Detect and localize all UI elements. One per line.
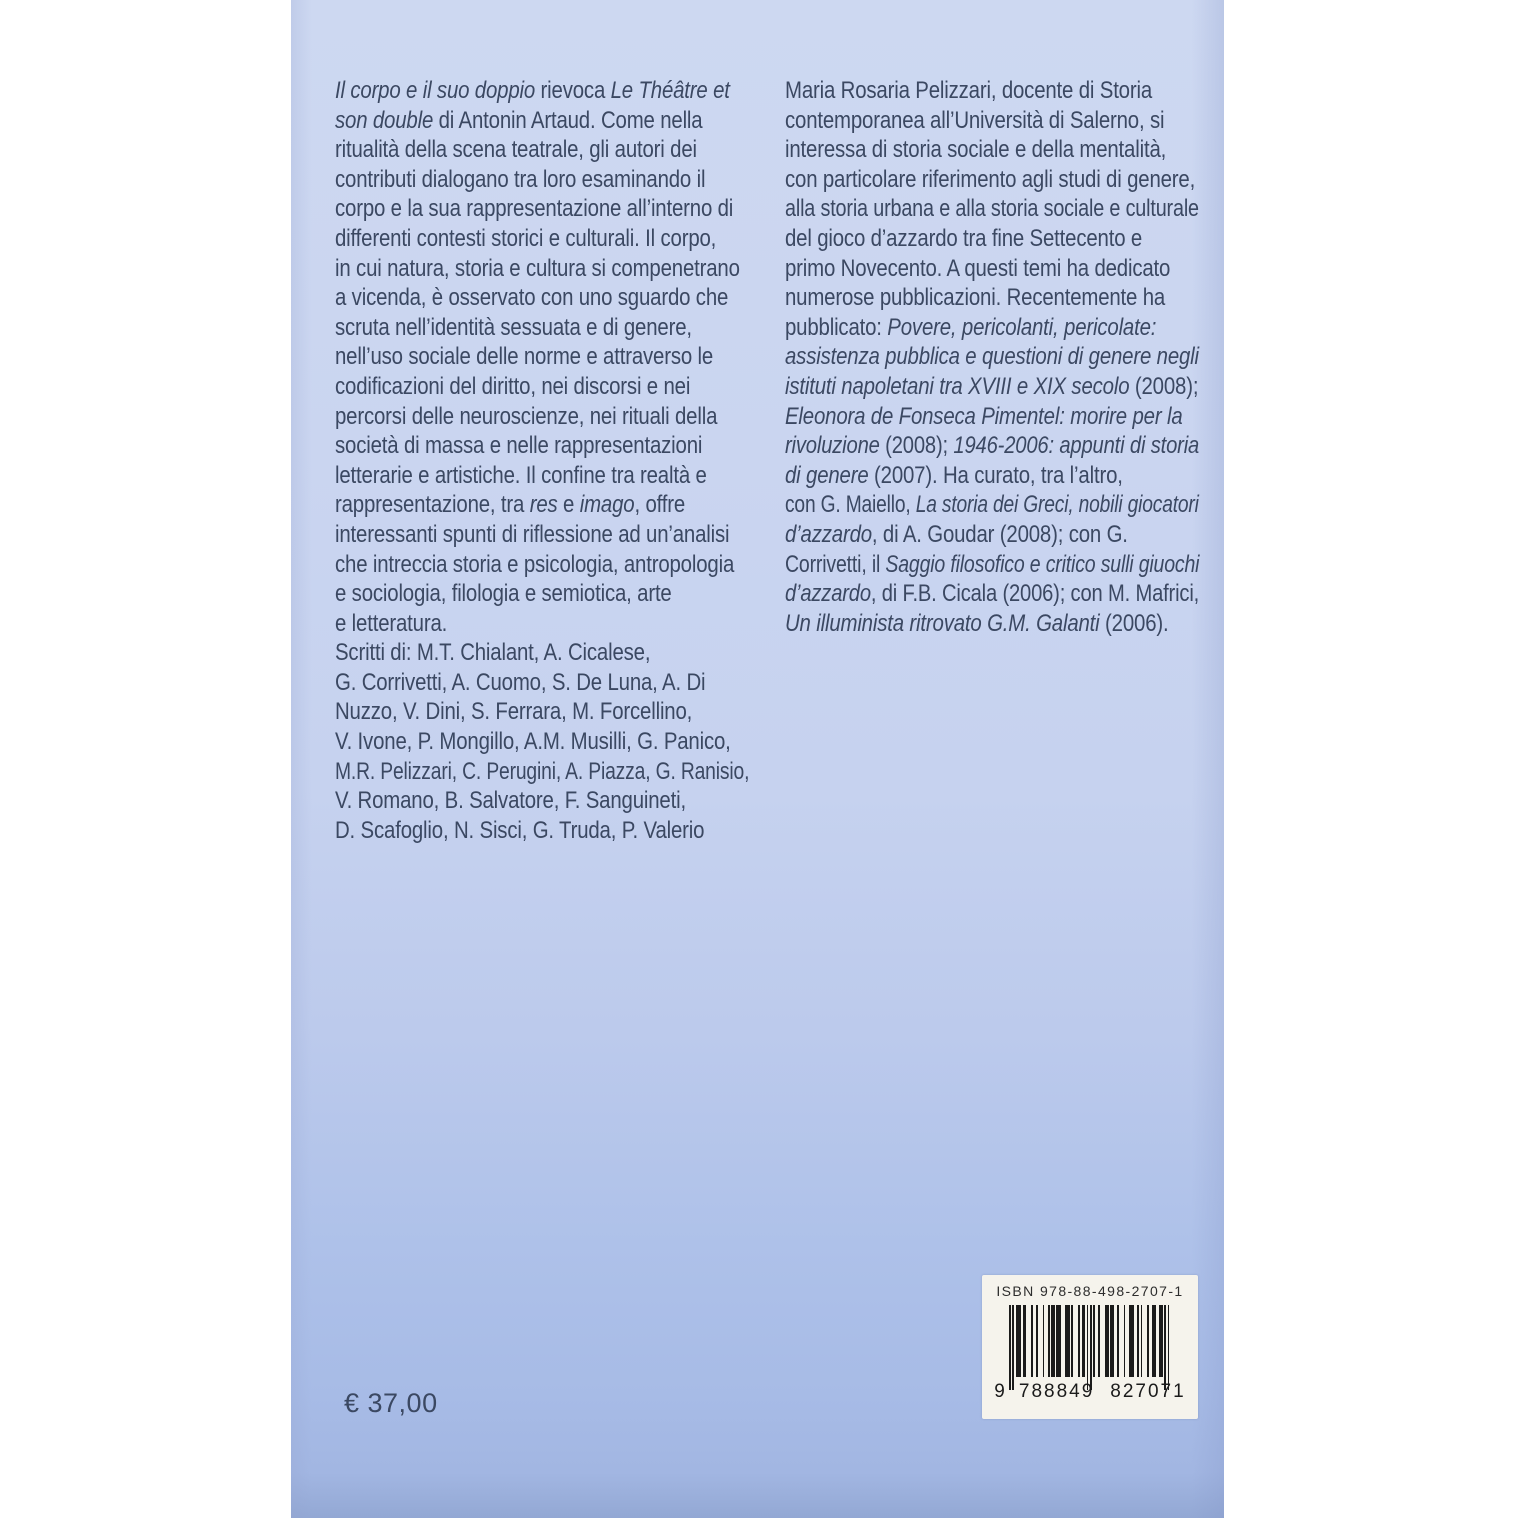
text-line: nell’uso sociale delle norme e attraverso le — [335, 343, 714, 371]
text-line: interessa di storia sociale e della mentalità, — [785, 136, 1167, 164]
text-line: in cui natura, storia e cultura si compenetrano — [335, 254, 740, 282]
isbn-number: ISBN 978-88-498-2707-1 — [996, 1283, 1184, 1299]
barcode-digit-group1: 788849 — [1018, 1381, 1095, 1402]
text-line: rappresentazione, tra res e imago, offre — [335, 491, 686, 519]
text-line: Corrivetti, il Saggio filosofico e critico sulli giuochi — [785, 550, 1200, 578]
text-line: assistenza pubblica e questioni di genere negli — [785, 343, 1199, 371]
text-line: pubblicato: Povere, pericolanti, pericolate: — [785, 313, 1157, 341]
text-line: a vicenda, è osservato con uno sguardo che — [335, 284, 729, 312]
text-line: scruta nell’identità sessuata e di genere, — [335, 313, 692, 341]
text-line: ritualità della scena teatrale, gli autori dei — [335, 136, 697, 164]
text-line: d’azzardo, di F.B. Cicala (2006); con M. Mafrici, — [785, 580, 1200, 608]
text-line: istituti napoletani tra XVIII e XIX secolo (2008); — [785, 372, 1199, 400]
blurb-column — [335, 76, 749, 845]
text-line: numerose pubblicazioni. Recentemente ha — [785, 284, 1166, 312]
text-line: primo Novecento. A questi temi ha dedicato — [785, 254, 1171, 282]
text-line: con G. Maiello, La storia dei Greci, nobili giocatori — [785, 491, 1199, 519]
text-line: letterarie e artistiche. Il confine tra realtà e — [335, 461, 707, 489]
text-line: di genere (2007). Ha curato, tra l’altro, — [785, 461, 1123, 489]
text-line: Eleonora de Fonseca Pimentel: morire per la — [785, 402, 1183, 430]
text-line: d’azzardo, di A. Goudar (2008); con G. — [785, 520, 1128, 548]
text-line: con particolare riferimento agli studi di genere, — [785, 165, 1196, 193]
text-line: V. Ivone, P. Mongillo, A.M. Musilli, G. Panico, — [335, 728, 731, 756]
text-line: e letteratura. — [335, 609, 448, 637]
author-bio-column — [785, 76, 1199, 638]
text-line: interessanti spunti di riflessione ad un’analisi — [335, 520, 730, 548]
text-line: V. Romano, B. Salvatore, F. Sanguineti, — [335, 787, 686, 815]
text-line: corpo e la sua rappresentazione all’interno di — [335, 195, 734, 223]
barcode-digit-first: 9 — [994, 1381, 1007, 1402]
text-line: son double di Antonin Artaud. Come nella — [335, 106, 703, 134]
text-line: codificazioni del diritto, nei discorsi e nei — [335, 372, 691, 400]
text-line: M.R. Pelizzari, C. Perugini, A. Piazza, G. Ranisio, — [335, 757, 750, 785]
text-line: alla storia urbana e alla storia sociale e culturale — [785, 195, 1199, 223]
ean13-barcode — [1009, 1305, 1169, 1377]
book-back-cover — [291, 0, 1224, 1518]
text-line: Un illuminista ritrovato G.M. Galanti (2006). — [785, 609, 1169, 637]
text-line: Il corpo e il suo doppio rievoca Le Théâtre et — [335, 77, 730, 104]
text-line: D. Scafoglio, N. Sisci, G. Truda, P. Valerio — [335, 816, 705, 844]
text-line: Scritti di: M.T. Chialant, A. Cicalese, — [335, 639, 651, 667]
barcode-bar — [1168, 1305, 1170, 1390]
text-line: percorsi delle neuroscienze, nei rituali della — [335, 402, 718, 430]
text-line: e sociologia, filologia e semiotica, arte — [335, 580, 672, 608]
barcode-digits — [982, 1381, 1198, 1403]
price-label: € 37,00 — [344, 1388, 438, 1418]
text-line: contributi dialogano tra loro esaminando il — [335, 165, 706, 193]
text-line: rivoluzione (2008); 1946-2006: appunti di storia — [785, 432, 1200, 460]
text-line: Maria Rosaria Pelizzari, docente di Storia — [785, 77, 1153, 104]
text-line: società di massa e nelle rappresentazioni — [335, 432, 703, 460]
text-line: G. Corrivetti, A. Cuomo, S. De Luna, A. Di — [335, 668, 706, 696]
text-line: che intreccia storia e psicologia, antropologia — [335, 550, 735, 578]
text-line: del gioco d’azzardo tra fine Settecento e — [785, 224, 1143, 252]
barcode-digit-group2: 827071 — [1110, 1381, 1186, 1402]
text-line: differenti contesti storici e culturali. Il corpo, — [335, 224, 717, 252]
barcode-panel — [982, 1275, 1198, 1419]
text-line: Nuzzo, V. Dini, S. Ferrara, M. Forcellino, — [335, 698, 693, 726]
text-line: contemporanea all’Università di Salerno, si — [785, 106, 1165, 134]
